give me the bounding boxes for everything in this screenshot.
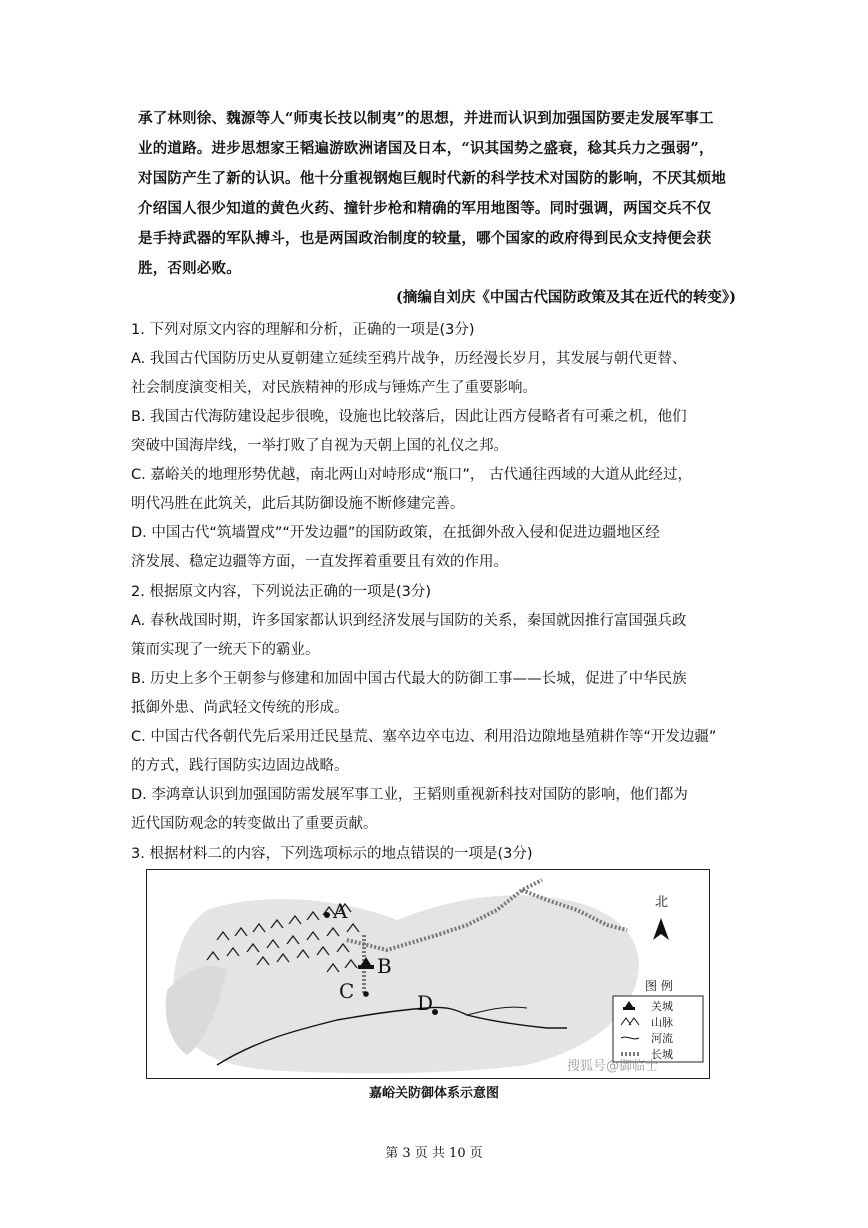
pass-icon — [358, 965, 374, 969]
label-c: C — [339, 979, 355, 1003]
passage-line: 是手持武器的军队搏斗，也是两国政治制度的较量，哪个国家的政府得到民众支持便会获 — [138, 230, 712, 247]
q1-option-c-line: 明代冯胜在此筑关，此后其防御设施不断修建完善。 — [131, 496, 465, 512]
jiayuguan-defense-map — [146, 869, 710, 1079]
legend-title: 图 例 — [645, 979, 673, 993]
question-3-stem: 3. 根据材料二的内容，下列选项标示的地点错误的一项是(3分) — [131, 846, 533, 862]
label-b: B — [377, 954, 392, 978]
passage-line: 介绍国人很少知道的黄色火药、撞针步枪和精确的军用地图等。同时强调，两国交兵不仅 — [138, 200, 712, 217]
legend-river: 河流 — [651, 1032, 673, 1045]
question-2-stem: 2. 根据原文内容，下列说法正确的一项是(3分) — [131, 584, 431, 600]
q2-option-c-line: C. 中国古代各朝代先后采用迁民垦荒、塞卒边卒屯边、利用沿边隙地垦殖耕作等“开发边疆” — [131, 729, 717, 745]
q2-option-b-line: B. 历史上多个王朝参与修建和加固中国古代最大的防御工事——长城，促进了中华民族 — [131, 671, 687, 687]
q2-option-c-line: 的方式，践行国防实边固边战略。 — [131, 758, 349, 774]
q2-option-a-line: 策而实现了一统天下的霸业。 — [131, 642, 320, 658]
north-label: 北 — [655, 895, 669, 910]
terrain-region — [173, 895, 639, 1073]
page-number: 第 3 页 共 10 页 — [385, 1146, 483, 1161]
q2-option-a-line: A. 春秋战国时期，许多国家都认识到经济发展与国防的关系，秦国就因推行富国强兵政 — [131, 613, 687, 629]
legend-pass: 关城 — [651, 1000, 673, 1013]
passage-source: (摘编自刘庆《中国古代国防政策及其在近代的转变》) — [396, 289, 736, 306]
q1-option-d-line: D. 中国古代“筑墙置戍”“开发边疆”的国防政策，在抵御外敌入侵和促进边疆地区经 — [131, 525, 660, 541]
passage-line: 承了林则徐、魏源等人“师夷长技以制夷”的思想，并进而认识到加强国防要走发展军事工 — [138, 110, 714, 127]
q1-option-c-line: C. 嘉峪关的地理形势优越，南北两山对峙形成“瓶口”， 古代通往西域的大道从此经过， — [131, 467, 692, 483]
map-svg — [147, 870, 708, 1077]
q1-option-d-line: 济发展、稳定边疆等方面，一直发挥着重要且有效的作用。 — [131, 554, 508, 570]
label-a: A — [333, 899, 348, 923]
q2-option-d-line: D. 李鸿章认识到加强国防需发展军事工业，王韬则重视新科技对国防的影响，他们都为 — [131, 787, 688, 803]
passage-line: 业的道路。进步思想家王韬遍游欧洲诸国及日本，“识其国势之盛衰，稔其兵力之强弱”， — [138, 140, 714, 157]
q1-option-a-line: A. 我国古代国防历史从夏朝建立延续至鸦片战争，历经漫长岁月，其发展与朝代更替、 — [131, 351, 687, 367]
q1-option-b-line: B. 我国古代海防建设起步很晚，设施也比较落后，因此让西方侵略者有可乘之机，他们 — [131, 409, 687, 425]
north-arrow-icon — [653, 918, 669, 940]
passage — [138, 104, 738, 284]
q1-option-a-line: 社会制度演变相关，对民族精神的形成与锤炼产生了重要影响。 — [131, 380, 537, 396]
point-a-marker — [324, 912, 330, 918]
watermark: 搜狐号@御临士 — [567, 1059, 659, 1074]
q2-option-b-line: 抵御外患、尚武轻文传统的形成。 — [131, 700, 349, 716]
point-c-marker — [363, 991, 369, 997]
q2-option-d-line: 近代国防观念的转变做出了重要贡献。 — [131, 816, 378, 832]
label-d: D — [417, 991, 434, 1015]
map-caption: 嘉峪关防御体系示意图 — [368, 1086, 499, 1101]
passage-line: 对国防产生了新的认识。他十分重视钢炮巨舰时代新的科学技术对国防的影响，不厌其烦地 — [138, 170, 726, 187]
question-1-stem: 1. 下列对原文内容的理解和分析，正确的一项是(3分) — [131, 322, 475, 338]
legend-wall: 长城 — [651, 1048, 673, 1061]
passage-line: 胜，否则必败。 — [138, 260, 241, 277]
q1-option-b-line: 突破中国海岸线，一举打败了自视为天朝上国的礼仪之邦。 — [131, 438, 508, 454]
legend-mountain: 山脉 — [651, 1016, 673, 1029]
